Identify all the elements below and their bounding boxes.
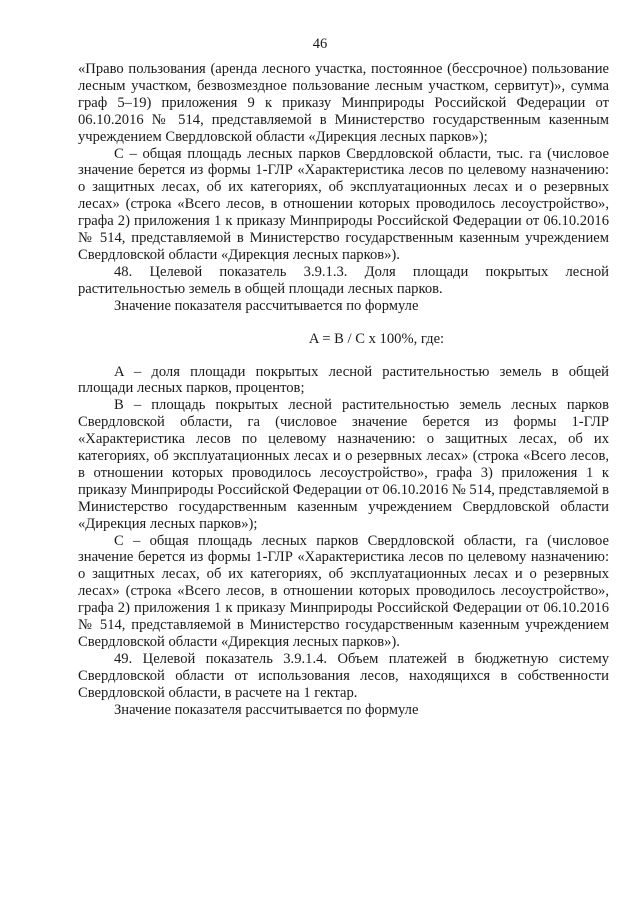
paragraph-a-definition: A – доля площади покрытых лесной растительностью земель в общей площади лесных парков, процентов; (78, 363, 609, 397)
formula: A = B / C x 100%, где: (308, 330, 445, 347)
paragraph-c-definition: С – общая площадь лесных парков Свердловской области, тыс. га (числовое значение берется из формы 1-ГЛР «Характеристика лесов по целевому назначению: о защитных лесах, об их категориях, об эксплуатационных лесах и о резервных лесах» (строка «Всего лесов, в отношении которых проводилось лесоустройство», графа 2) приложения 1 к приказу Минприроды Российской Федерации от 06.10.2016 № 514, представляемой в Министерство государственным казенным учреждением Свердловской области «Дирекция лесных парков»). (78, 145, 609, 263)
paragraph-formula-intro-2: Значение показателя рассчитывается по формуле (114, 701, 419, 718)
paragraph-continuation: «Право пользования (аренда лесного участка, постоянное (бессрочное) пользование лесным участком, безвозмездное пользование лесным участком, сервитут)», сумма граф 5–19) приложения 9 к приказу Минприроды Российской Федерации от 06.10.2016 № 514, представляемой в Министерство государственным казенным учреждением Свердловской области «Дирекция лесных парков»); (78, 61, 609, 145)
paragraph-formula-intro: Значение показателя рассчитывается по формуле (114, 297, 419, 314)
paragraph-b-definition: B – площадь покрытых лесной растительностью земель лесных парков Свердловской области, га (числовое значение берется из формы 1-ГЛР «Характеристика лесов по целевому назначению: о защитных лесах, об их категориях, об эксплуатационных лесах и о резервных лесах» (строка «Всего лесов, в отношении которых проводилось лесоустройство», графа 3) приложения 1 к приказу Минприроды Российской Федерации от 06.10.2016 № 514, представляемой в Министерство государственным казенным учреждением Свердловской области «Дирекция лесных парков»); (78, 397, 609, 532)
page-number: 46 (312, 36, 328, 52)
document-body (78, 61, 609, 719)
paragraph-indicator-49: 49. Целевой показатель 3.9.1.4. Объем платежей в бюджетную систему Свердловской области от использования лесов, находящихся в собственности Свердловской области, в расчете на 1 гектар. (78, 650, 609, 701)
paragraph-c-definition-2: С – общая площадь лесных парков Свердловской области, га (числовое значение берется из формы 1-ГЛР «Характеристика лесов по целевому назначению: о защитных лесах, об их категориях, об эксплуатационных лесах и о резервных лесах» (строка «Всего лесов, в отношении которых проводилось лесоустройство», графа 2) приложения 1 к приказу Минприроды Российской Федерации от 06.10.2016 № 514, представляемой в Министерство государственным казенным учреждением Свердловской области «Дирекция лесных парков»). (78, 532, 609, 650)
paragraph-indicator-48: 48. Целевой показатель 3.9.1.3. Доля площади покрытых лесной растительностью земель в общей площади лесных парков. (78, 263, 609, 297)
